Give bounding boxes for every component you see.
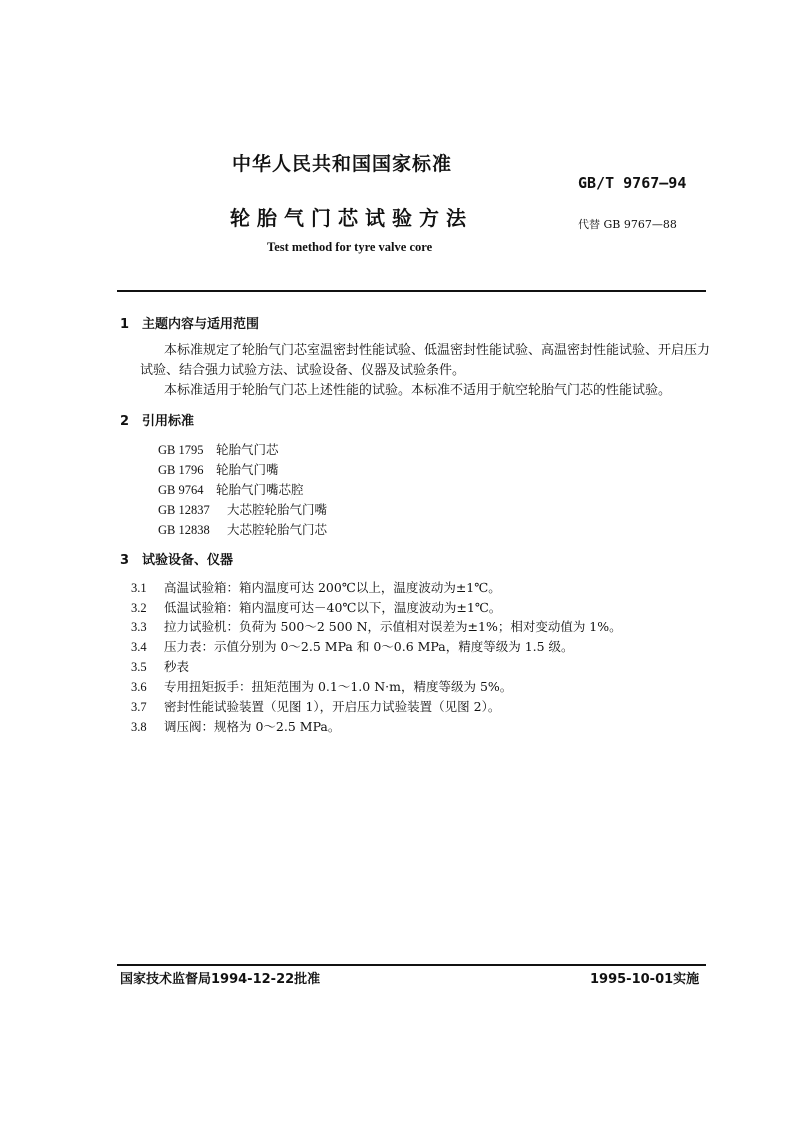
item-text: 专用扭矩扳手：扭矩范围为 0.1～1.0 N·m，精度等级为 5%。 <box>164 679 513 694</box>
reference-code: GB 1795 <box>158 443 204 457</box>
section-number: 1 <box>120 317 130 332</box>
item-number: 3.2 <box>131 601 147 615</box>
equipment-item <box>131 598 501 616</box>
item-number: 3.5 <box>131 660 147 674</box>
top-rule <box>117 290 706 292</box>
national-standard-title: 中华人民共和国国家标准 <box>232 153 453 175</box>
reference-code: GB 12837 <box>158 503 210 517</box>
section-1-heading <box>120 313 259 332</box>
standard-number: GB/T 9767—94 <box>578 174 687 192</box>
item-number: 3.4 <box>131 640 147 654</box>
reference-item <box>158 460 279 478</box>
reference-name: 大芯腔轮胎气门芯 <box>227 522 328 537</box>
item-text: 高温试验箱：箱内温度可达 200℃以上，温度波动为±1℃。 <box>164 580 501 595</box>
effective-date: 1995-10-01实施 <box>590 972 700 987</box>
reference-item <box>158 520 327 538</box>
approval-date: 国家技术监督局1994-12-22批准 <box>120 972 321 987</box>
section-3-heading <box>120 549 233 568</box>
document-title: 轮胎气门芯试验方法 <box>230 206 473 230</box>
item-number: 3.7 <box>131 700 147 714</box>
item-text: 拉力试验机：负荷为 500～2 500 N，示值相对误差为±1%；相对变动值为 1%。 <box>164 619 622 634</box>
item-text: 调压阀：规格为 0～2.5 MPa。 <box>164 719 341 734</box>
reference-name: 轮胎气门芯 <box>216 442 279 457</box>
equipment-item <box>131 637 574 655</box>
section-2-heading <box>120 410 194 429</box>
reference-code: GB 12838 <box>158 523 210 537</box>
bottom-rule <box>117 964 706 966</box>
reference-name: 轮胎气门嘴芯腔 <box>216 482 304 497</box>
reference-code: GB 1796 <box>158 463 204 477</box>
item-number: 3.3 <box>131 620 147 634</box>
english-title: Test method for tyre valve core <box>267 240 433 254</box>
equipment-item <box>131 617 622 635</box>
item-number: 3.6 <box>131 680 147 694</box>
section-number: 2 <box>120 414 130 429</box>
reference-name: 轮胎气门嘴 <box>216 462 279 477</box>
item-text: 低温试验箱：箱内温度可达－40℃以下，温度波动为±1℃。 <box>164 600 502 615</box>
item-number: 3.1 <box>131 581 147 595</box>
section-number: 3 <box>120 553 130 568</box>
reference-item <box>158 480 304 498</box>
equipment-item <box>131 657 189 675</box>
equipment-item <box>131 717 340 735</box>
item-text: 压力表：示值分别为 0～2.5 MPa 和 0～0.6 MPa，精度等级为 1.5 级。 <box>164 639 574 654</box>
reference-code: GB 9764 <box>158 483 204 497</box>
section-1-paragraph-1: 本标准规定了轮胎气门芯室温密封性能试验、低温密封性能试验、高温密封性能试验、开启压力试验、结合强力试验方法、试验设备、仪器及试验条件。 <box>140 343 711 378</box>
section-title: 引用标准 <box>142 414 195 429</box>
item-text: 秒表 <box>164 659 190 674</box>
equipment-item <box>131 697 500 715</box>
item-text: 密封性能试验装置（见图 1），开启压力试验装置（见图 2）。 <box>164 699 501 714</box>
reference-item <box>158 500 327 518</box>
section-title: 主题内容与适用范围 <box>142 317 260 332</box>
replaces-standard: 代替 GB 9767—88 <box>578 218 677 231</box>
reference-item <box>158 440 279 458</box>
section-title: 试验设备、仪器 <box>142 553 234 568</box>
reference-name: 大芯腔轮胎气门嘴 <box>227 502 328 517</box>
equipment-item <box>131 677 512 695</box>
equipment-item <box>131 578 501 596</box>
item-number: 3.8 <box>131 720 147 734</box>
section-1-paragraph-2: 本标准适用于轮胎气门芯上述性能的试验。本标准不适用于航空轮胎气门芯的性能试验。 <box>164 383 672 398</box>
